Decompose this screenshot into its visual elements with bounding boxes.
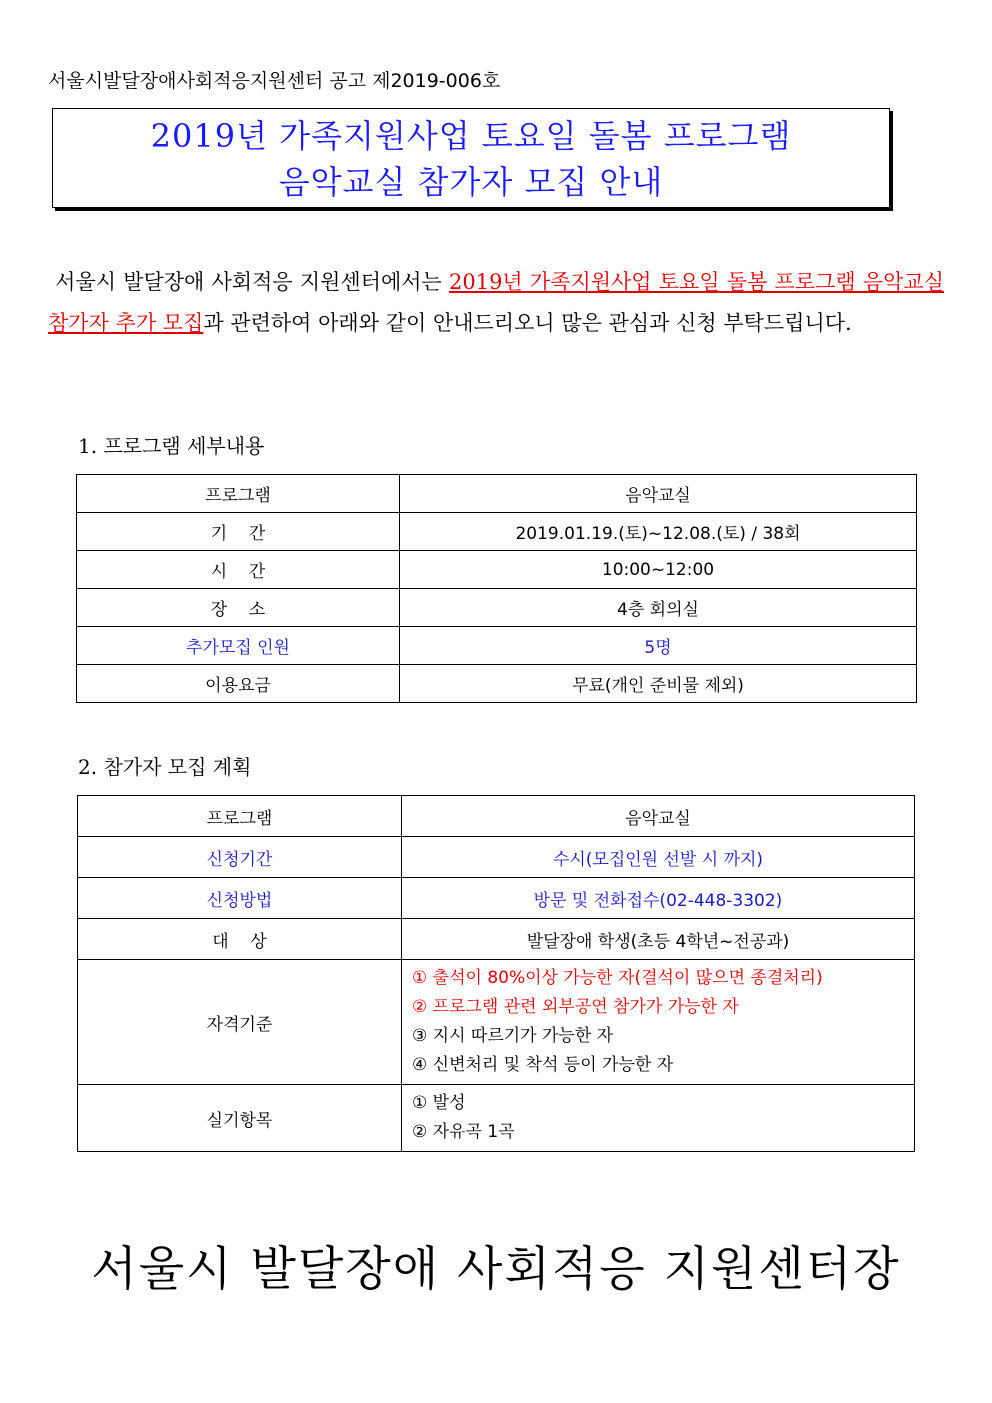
table-row [77, 513, 917, 551]
row-label: 대 상 [78, 919, 402, 960]
recruitment-plan-table [77, 795, 915, 1152]
row-label: 신청방법 [78, 878, 402, 919]
section-1-title: 1. 프로그램 세부내용 [78, 434, 265, 458]
row-value: 4층 회의실 [400, 589, 917, 627]
title-line-2: 음악교실 참가자 모집 안내 [278, 163, 664, 201]
section-2-title: 2. 참가자 모집 계획 [78, 755, 252, 779]
row-label: 자격기준 [78, 960, 402, 1085]
row-label: 추가모집 인원 [77, 627, 400, 665]
list-item: ② 프로그램 관련 외부공연 참가가 가능한 자 [412, 997, 739, 1017]
row-value: 2019.01.19.(토)~12.08.(토) / 38회 [400, 513, 917, 551]
title-line-1: 2019년 가족지원사업 토요일 돌봄 프로그램 [150, 117, 792, 155]
title-box [52, 108, 890, 208]
table-row [78, 796, 915, 837]
table-row [78, 919, 915, 960]
list-item: ③ 지시 따르기가 가능한 자 [412, 1026, 614, 1046]
intro-prefix: 서울시 발달장애 사회적응 지원센터에서는 [48, 270, 449, 294]
list-item: ② 자유곡 1곡 [412, 1122, 515, 1142]
intro-suffix: 과 관련하여 아래와 같이 안내드리오니 많은 관심과 신청 부탁드립니다. [203, 311, 852, 335]
row-label: 이용요금 [77, 665, 400, 703]
notice-number: 서울시발달장애사회적응지원센터 공고 제2019-006호 [48, 70, 501, 92]
row-label: 장 소 [77, 589, 400, 627]
row-value: 음악교실 [400, 475, 917, 513]
row-value: 5명 [400, 627, 917, 665]
table-row [78, 960, 915, 1085]
program-details-table [76, 474, 917, 703]
audition-list [402, 1085, 915, 1152]
table-row [77, 627, 917, 665]
table-row [77, 475, 917, 513]
row-label: 기 간 [77, 513, 400, 551]
row-value: 무료(개인 준비물 제외) [400, 665, 917, 703]
row-label: 신청기간 [78, 837, 402, 878]
table-row [77, 551, 917, 589]
intro-highlight: 2019년 가족지원사업 토요일 돌봄 프로그램 음악교실 참가자 추가 모집 [48, 270, 944, 335]
table-row [78, 837, 915, 878]
list-item: ④ 신변처리 및 착석 등이 가능한 자 [412, 1055, 674, 1075]
table-row [77, 665, 917, 703]
table-row [78, 1085, 915, 1152]
row-value: 음악교실 [402, 796, 915, 837]
table-row [77, 589, 917, 627]
table-row [78, 878, 915, 919]
row-value: 방문 및 전화접수(02-448-3302) [402, 878, 915, 919]
intro-paragraph [48, 262, 944, 344]
qualification-list [402, 960, 915, 1085]
list-item: ① 발성 [412, 1093, 466, 1113]
row-label: 실기항목 [78, 1085, 402, 1152]
row-label: 시 간 [77, 551, 400, 589]
list-item: ① 출석이 80%이상 가능한 자(결석이 많으면 종결처리) [412, 968, 823, 988]
row-label: 프로그램 [78, 796, 402, 837]
signature: 서울시 발달장애 사회적응 지원센터장 [91, 1242, 901, 1297]
row-value: 10:00~12:00 [400, 551, 917, 589]
row-value: 발달장애 학생(초등 4학년~전공과) [402, 919, 915, 960]
row-value: 수시(모집인원 선발 시 까지) [402, 837, 915, 878]
row-label: 프로그램 [77, 475, 400, 513]
